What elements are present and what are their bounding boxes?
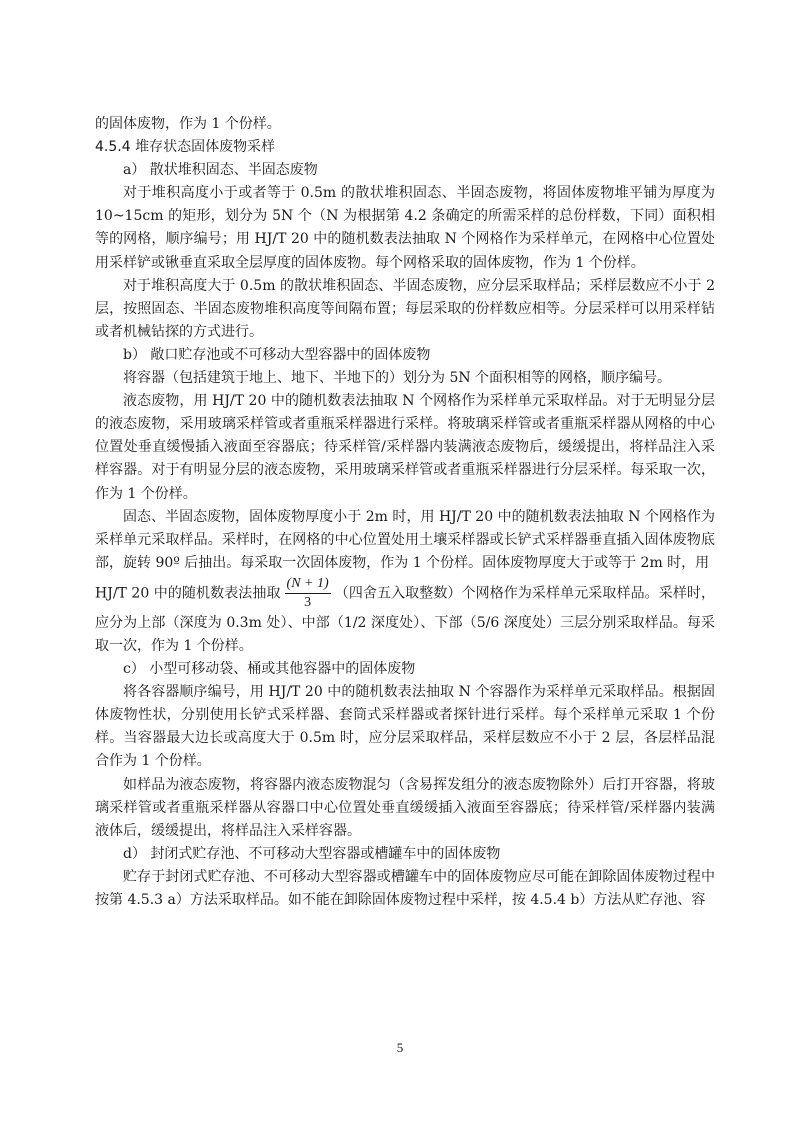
paragraph-b-3: 固态、半固态废物，固体废物厚度小于 2m 时，用 HJ/T 20 中的随机数表法抽取 N 个网格作为采样单元采取样品。采样时，在网格的中心位置处用土壤采样器或长铲式采样器垂直插入固体废物底部，旋转 90º 后抽出。每采取一次固体废物，作为 1 个份样。固体废物厚度大于或等于 2m 时，用 [95, 508, 715, 571]
paragraph-c-1: 将各容器顺序编号，用 HJ/T 20 中的随机数表法抽取 N 个容器作为采样单元采取样品。根据固体废物性状，分别使用长铲式采样器、套筒式采样器或者探针进行采样。每个采样单元采取 1 个份样。当容器最大边长或高度大于 0.5m 时，应分层采取样品，采样层数应不小于 2 层，各层样品混合作为 1 个份样。 [95, 684, 715, 770]
paragraph-d-1: 贮存于封闭式贮存池、不可移动大型容器或槽罐车中的固体废物应尽可能在卸除固体废物过程中按第 4.5.3 a）方法采取样品。如不能在卸除固体废物过程中采样，按 4.5.4 b）方法从贮存池、容 [95, 868, 715, 908]
paragraph-b-2: 液态废物，用 HJ/T 20 中的随机数表法抽取 N 个网格作为采样单元采取样品。对于无明显分层的液态废物，采用玻璃采样管或者重瓶采样器进行采样。将玻璃采样管或者重瓶采样器从网格的中心位置处垂直缓慢插入液面至容器底；待采样管/采样器内装满液态废物后，缓缓提出，将样品注入采样容器。对于有明显分层的液态废物，采用玻璃采样管或者重瓶采样器进行分层采样。每采取一次，作为 1 个份样。 [95, 393, 715, 502]
fraction-numerator: (N + 1) [285, 575, 331, 594]
paragraph-a-1: 对于堆积高度小于或者等于 0.5m 的散状堆积固态、半固态废物，将固体废物堆平铺为厚度为 10~15cm 的矩形，划分为 5N 个（N 为根据第 4.2 条确定的所需采样的总份样数，下同）面积相等的网格，顺序编号；用 HJ/T 20 中的随机数表法抽取 N 个网格作为采样单元，在网格中心位置处用采样铲或锹垂直采取全层厚度的固体废物。每个网格采取的固体废物，作为 1 个份样。 [95, 185, 715, 271]
formula-lead-text: HJ/T 20 中的随机数表法抽取 [95, 585, 281, 602]
subsection-c-heading: c） 小型可移动袋、桶或其他容器中的固体废物 [123, 661, 416, 678]
subsection-b-heading: b） 敞口贮存池或不可移动大型容器中的固体废物 [123, 346, 431, 363]
page-number: 5 [396, 1040, 404, 1055]
fraction-denominator: 3 [304, 594, 312, 610]
paragraph-c-2: 如样品为液态废物，将容器内液态废物混匀（含易挥发组分的液态废物除外）后打开容器，将玻璃采样管或者重瓶采样器从容器口中心位置处垂直缓缓插入液面至容器底；待采样管/采样器内装满液体后，缓缓提出，将样品注入采样容器。 [95, 776, 715, 839]
paragraph-continuation: 的固体废物，作为 1 个份样。 [95, 116, 281, 132]
paragraph-b-1: 将容器（包括建筑于地上、地下、半地下的）划分为 5N 个面积相等的网格，顺序编号。 [123, 370, 672, 387]
paragraph-b-3-formula [95, 575, 715, 658]
subsection-a-heading: a） 散状堆积固态、半固态废物 [123, 162, 318, 179]
document-body [95, 113, 715, 912]
formula-trailing-text: （四舍五入取整数）个网格作为采样单元采取样品。采样时，应分为上部（深度为 0.3m 处）、中部（1/2 深度处）、下部（5/6 深度处）三层分别采取样品。每采取一次，作为 1 个份样。 [95, 585, 715, 654]
section-heading-4-5-4: 4.5.4 堆存状态固体废物采样 [95, 139, 276, 156]
fraction-formula [285, 575, 331, 612]
paragraph-a-2: 对于堆积高度大于 0.5m 的散状堆积固态、半固态废物，应分层采取样品；采样层数应不小于 2 层，按照固态、半固态废物堆积高度等间隔布置；每层采取的份样数应相等。分层采样可以用采样钻或者机械钻探的方式进行。 [95, 277, 715, 340]
subsection-d-heading: d） 封闭式贮存池、不可移动大型容器或槽罐车中的固体废物 [123, 845, 501, 862]
